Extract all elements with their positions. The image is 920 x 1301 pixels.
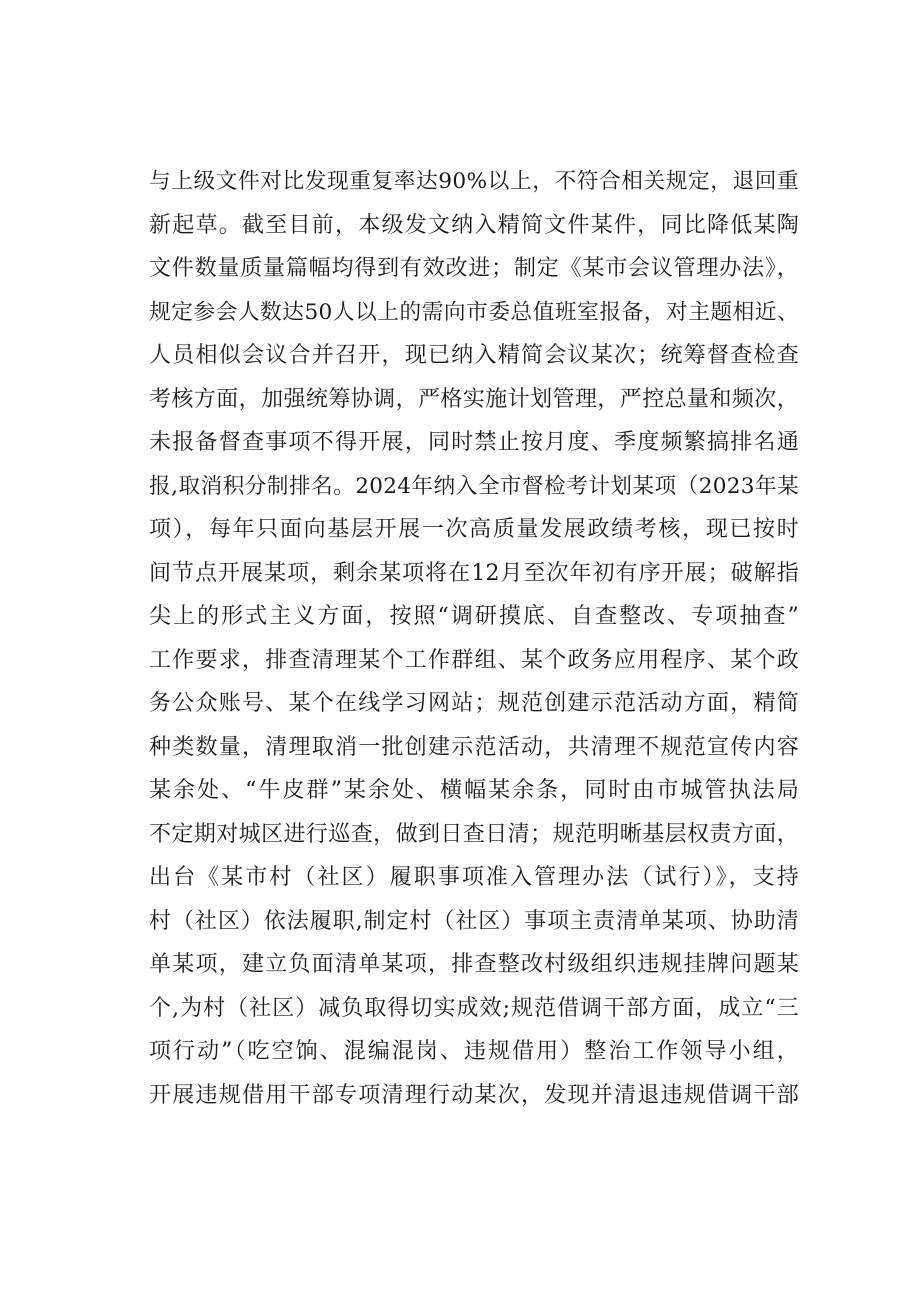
text-line-22: 开展违规借用干部专项清理行动某次，发现并清退违规借调干部 [149,1082,799,1108]
text-line-2: 新起草。截至目前，本级发文纳入精简文件某件，同比降低某陶 [149,212,799,238]
text-line-21: 项行动”（吃空饷、混编混岗、违规借用）整治工作领导小组， [149,1039,799,1064]
text-line-20: 个,为村（社区）减负取得切实成效;规范借调干部方面，成立“三 [149,995,799,1021]
text-line-9: 项），每年只面向基层开展一次高质量发展政绩考核，现已按时 [149,517,799,542]
text-line-5: 人员相似会议合并召开，现已纳入精简会议某次；统筹督查检查 [149,343,799,368]
text-line-19: 单某项，建立负面清单某项，排查整改村级组织违规挂牌问题某 [149,952,799,977]
text-line-12: 工作要求，排查清理某个工作群组、某个政务应用程序、某个政 [149,647,799,673]
text-line-11: 尖上的形式主义方面，按照“调研摸底、自查整改、专项抽查” [149,604,799,629]
text-line-17: 出台《某市村（社区）履职事项准入管理办法（试行）》，支持 [149,865,799,890]
text-line-4: 规定参会人数达50人以上的需向市委总值班室报备，对主题相近、 [149,299,799,325]
text-line-1: 与上级文件对比发现重复率达90%以上，不符合相关规定，退回重 [149,169,799,194]
text-line-7: 未报备督查事项不得开展，同时禁止按月度、季度频繁搞排名通 [149,430,799,455]
text-line-15: 某余处、“牛皮群”某余处、横幅某余条，同时由市城管执法局 [149,778,799,803]
text-line-3: 文件数量质量篇幅均得到有效改进；制定《某市会议管理办法》， [149,256,799,281]
text-line-13: 务公众账号、某个在线学习网站；规范创建示范活动方面，精简 [149,691,799,716]
text-line-10: 间节点开展某项，剩余某项将在12月至次年初有序开展；破解指 [149,560,799,586]
text-line-6: 考核方面，加强统筹协调，严格实施计划管理，严控总量和频次， [149,386,799,412]
text-line-8: 报,取消积分制排名。2024年纳入全市督检考计划某项（2023年某 [149,473,799,499]
document-body [149,160,799,1117]
text-line-16: 不定期对城区进行巡查，做到日查日清；规范明晰基层权责方面， [149,821,799,847]
text-line-18: 村（社区）依法履职,制定村（社区）事项主责清单某项、协助清 [149,908,799,934]
text-line-14: 种类数量，清理取消一批创建示范活动，共清理不规范宣传内容 [149,734,799,760]
